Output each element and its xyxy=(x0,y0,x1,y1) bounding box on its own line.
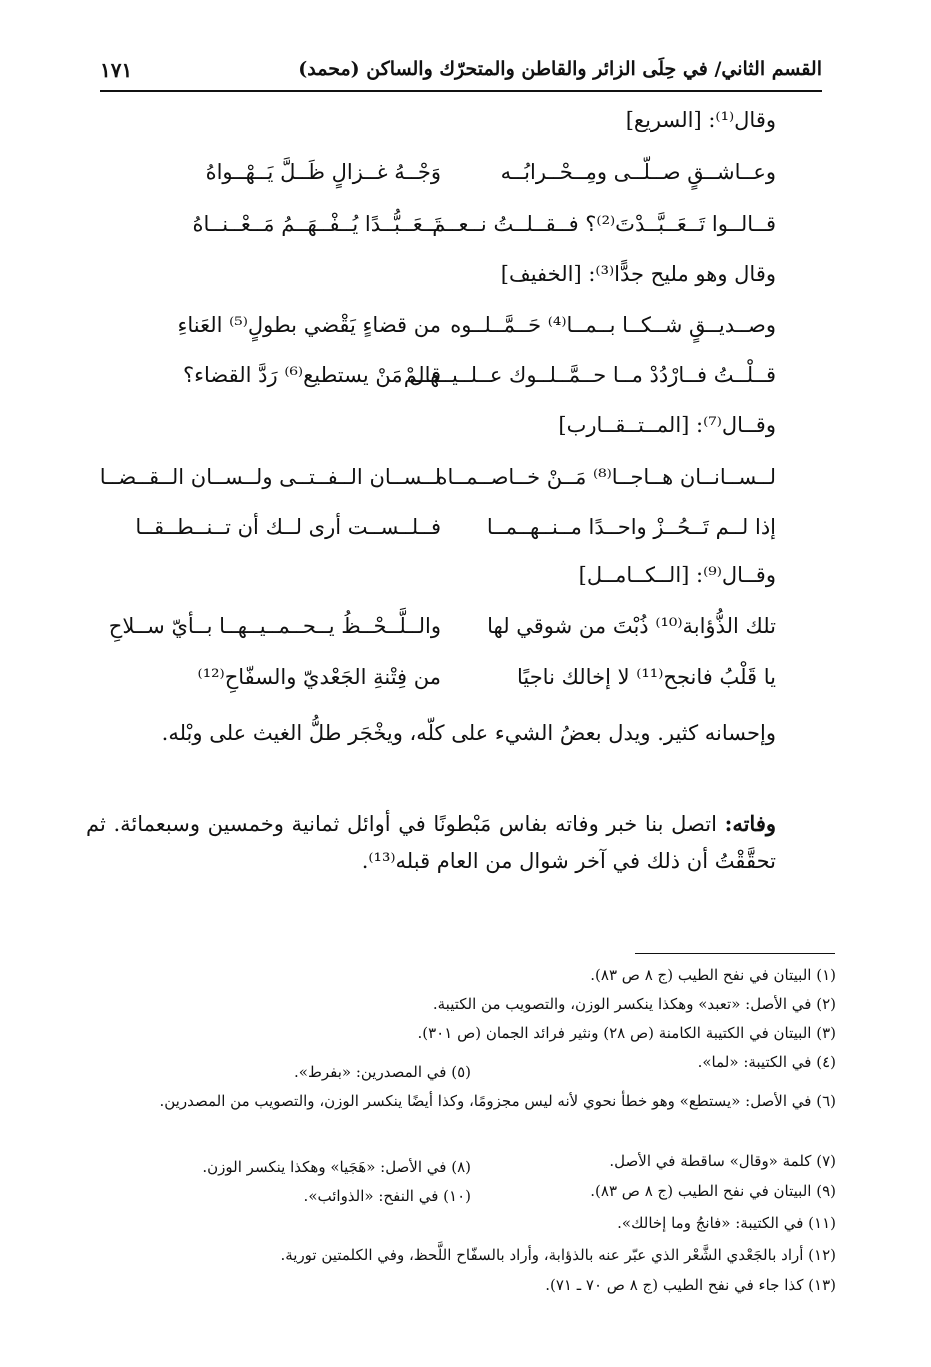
footnote-8: (٨) في الأصل: «هَجَيا» وهكذا ينكسر الوزن. xyxy=(202,1158,471,1176)
page-number: ١٧١ xyxy=(100,58,133,82)
footnote-7: (٧) كلمة «وقال» ساقطة في الأصل. xyxy=(609,1152,836,1170)
verse-4-right: قــلْــتُ فــارْدُدْ مــا حــمَّــلــوك عــلــيــهــمْ xyxy=(403,363,776,387)
verse-8-right: يا قَلْبُ فانجح⁽¹¹⁾ لا إخالك ناجيًا xyxy=(516,665,776,689)
verse-5-left: لــســان الــفــتــى ولــســان الــقــضــا xyxy=(99,465,441,489)
footnote-11: (١١) في الكتيبة: «فانجُ وما إخالك». xyxy=(617,1214,836,1232)
verse-8-left: من فِتْنةِ الجَعْديّ والسفّاحِ⁽¹²⁾ xyxy=(197,665,441,689)
running-header xyxy=(100,50,822,92)
verse-2-left: تَــعَــبُّــدًا يُــفْــهَــمُ مَــعْــنــاهُ xyxy=(192,212,441,236)
footnote-3: (٣) البيتان في الكتيبة الكامنة (ص ٢٨) ونثير فرائد الجمان (ص ٣٠١). xyxy=(417,1024,836,1042)
verse-2-right: قــالــوا تَــعَــبَّــدْتَ⁽²⁾؟ فــقــلــتُ نــعــم xyxy=(432,212,776,236)
death-label: وفاته: xyxy=(724,811,776,836)
verse-intro-3: وقــال⁽⁷⁾: [المــتــقــارب] xyxy=(558,413,776,437)
verse-4-left: قال مَنْ يستطيع⁽⁶⁾ رَدَّ القضاء؟ xyxy=(182,363,441,387)
header-title: القسم الثاني/ في حِلَى الزائر والقاطن والمتحرّك والساكن (محمد) xyxy=(298,58,822,80)
verse-intro-2: وقال وهو مليح جدًّا⁽³⁾: [الخفيف] xyxy=(500,262,776,286)
verse-3-left: من قضاءٍ يَقْضي بطولٍ⁽⁵⁾ العَناءِ xyxy=(177,313,441,337)
verse-6-left: فــلــســت أرى لــك أن تــنــطــقــا xyxy=(135,515,441,539)
footnote-12: (١٢) أراد بالجَعْدي الشَّعْر الذي عبّر عنه بالذؤابة، وأراد بالسفّاح اللَّحظ، وفي الكلمتين تورية. xyxy=(280,1246,836,1264)
verse-intro-1: وقال⁽¹⁾: [السريع] xyxy=(625,108,776,132)
verse-1-right: وعــاشــقٍ صــلّــى ومِــحْــرابُــه xyxy=(500,160,776,184)
footnote-separator xyxy=(635,953,835,954)
prose-paragraph-1: وإحسانه كثير. ويدل بعضُ الشيء على كلّه، ويخْجَر طلُّ الغيث على وبْله. xyxy=(161,721,776,745)
footnote-5: (٥) في المصدرين: «بفرط». xyxy=(294,1063,471,1081)
verse-6-right: إذا لــم تَــحُــزْ واحــدًا مــنــهــمــا xyxy=(486,515,776,539)
prose-paragraph-2 xyxy=(86,805,776,880)
verse-1-left: وَجْــهُ غــزالٍ ظَــلَّ يَــهْــواهُ xyxy=(205,160,441,184)
footnote-6: (٦) في الأصل: «يستطع» وهو خطأ نحوي لأنه ليس مجزومًا، وكذا أيضًا ينكسر الوزن، والتصويب من المصدرين. xyxy=(159,1092,836,1110)
footnote-9: (٩) البيتان في نفح الطيب (ج ٨ ص ٨٣). xyxy=(590,1182,836,1200)
verse-7-right: تلك الذُّؤابة⁽¹⁰⁾ ذُبْتَ من شوقي لها xyxy=(487,614,776,638)
verse-7-left: والــلَّــحْــظُ يــحــمــيــهــا بــأيّ ســلاحِ xyxy=(108,614,441,638)
verse-3-right: وصــديــقٍ شــكــا بــمــا⁽⁴⁾ حَــمَّــلــوه xyxy=(450,313,776,337)
footnote-1: (١) البيتان في نفح الطيب (ج ٨ ص ٨٣). xyxy=(590,966,836,984)
footnote-13: (١٣) كذا جاء في نفح الطيب (ج ٨ ص ٧٠ ـ ٧١). xyxy=(545,1276,836,1294)
verse-5-right: لــســانــان هــاجــا⁽⁸⁾ مَــنْ خــاصــمــاه xyxy=(436,465,776,489)
footnote-2: (٢) في الأصل: «تعبد» وهكذا ينكسر الوزن، والتصويب من الكتيبة. xyxy=(432,995,836,1013)
verse-intro-4: وقــال⁽⁹⁾: [الــكــامــل] xyxy=(578,563,776,587)
death-text: اتصل بنا خبر وفاته بفاس مَبْطونًا في أوائل ثمانية وخمسين وسبعمائة. ثم تحقَّقْتُ أن ذلك في آخر شوال من العام قبله⁽¹³⁾. xyxy=(86,812,776,873)
footnote-10: (١٠) في النفح: «الذوائب». xyxy=(303,1187,471,1205)
footnote-4: (٤) في الكتيبة: «لما». xyxy=(697,1053,836,1071)
